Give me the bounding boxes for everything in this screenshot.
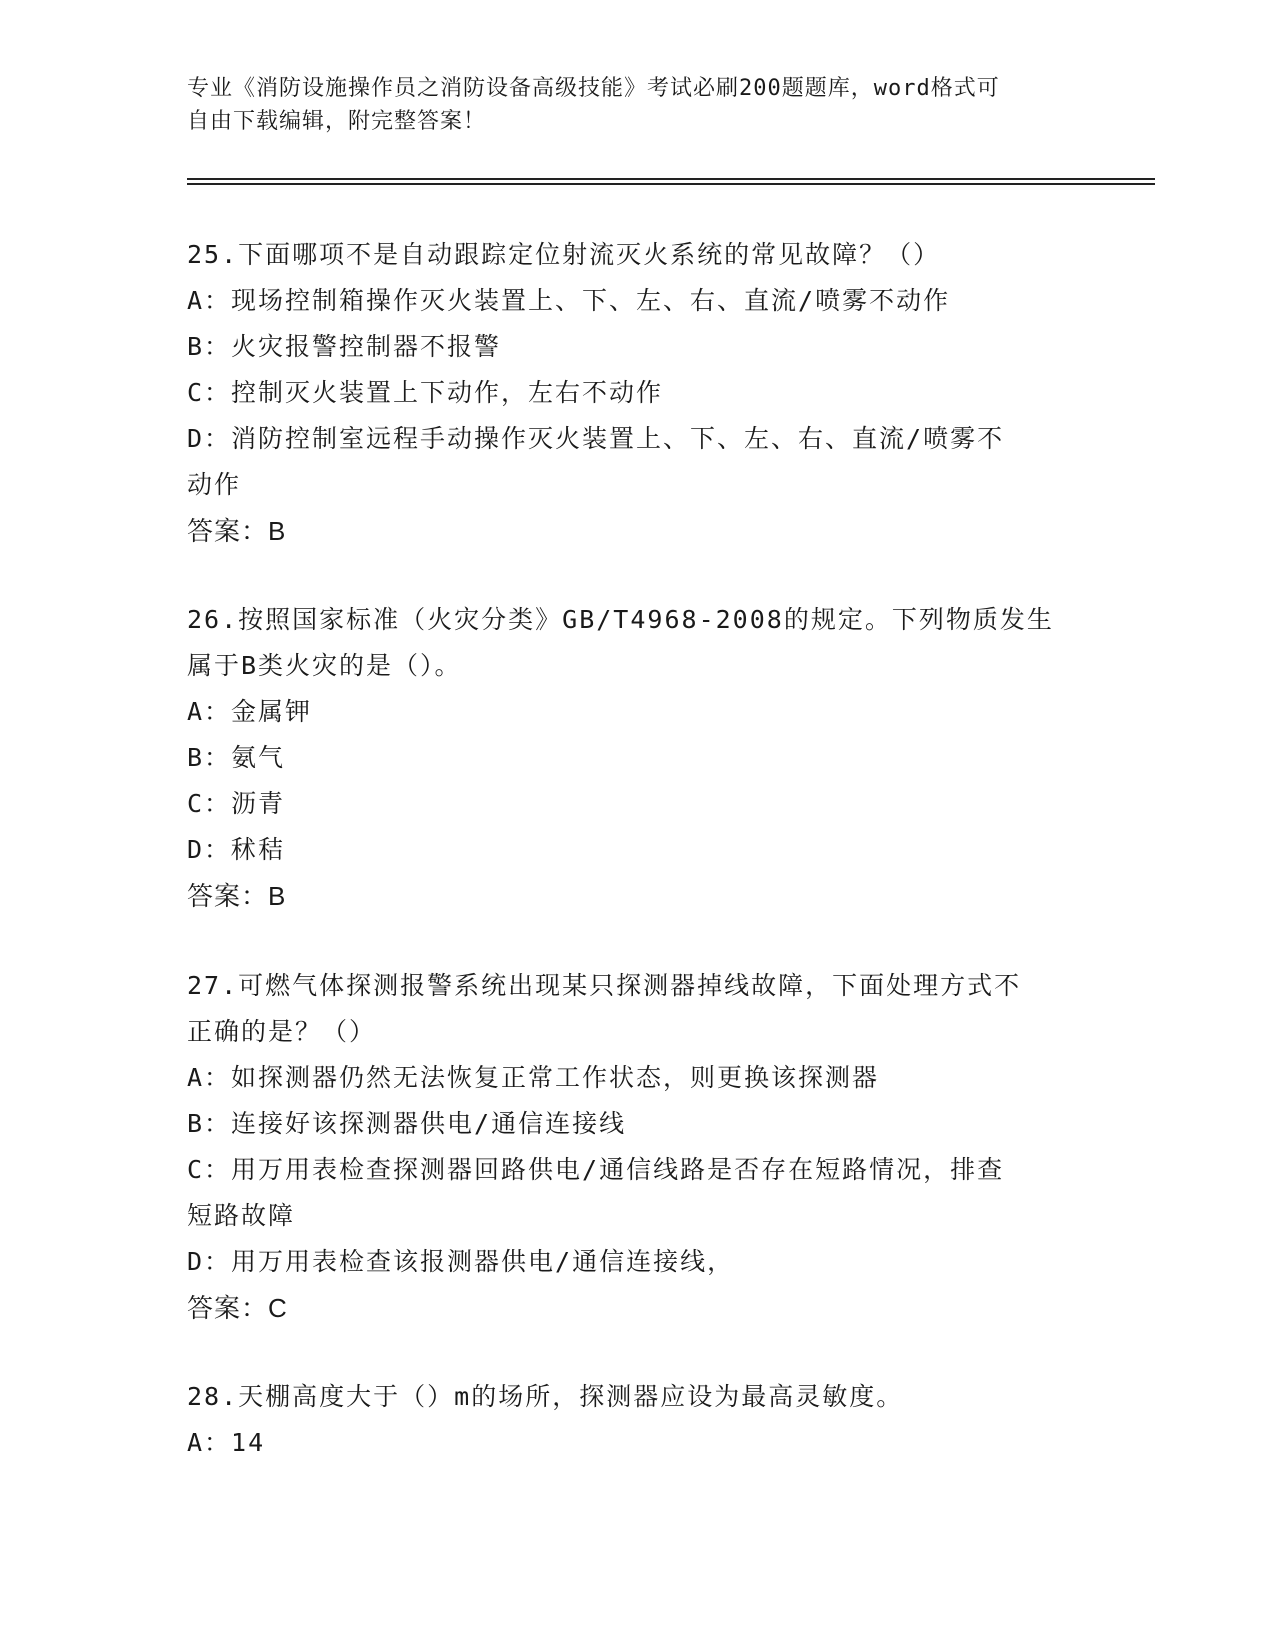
- question-stem: 28.天棚高度大于（）m的场所，探测器应设为最高灵敏度。: [187, 1382, 904, 1411]
- question-28: [187, 1374, 1087, 1466]
- header-line-1: 专业《消防设施操作员之消防设备高级技能》考试必刷200题题库，word格式可: [187, 76, 1000, 101]
- option-d: D：消防控制室远程手动操作灭火装置上、下、左、右、直流/喷雾不: [187, 424, 1005, 453]
- option-c: C：用万用表检查探测器回路供电/通信线路是否存在短路情况，排查: [187, 1155, 1005, 1184]
- option-c: C：沥青: [187, 789, 286, 818]
- option-d: D：秫秸: [187, 835, 286, 864]
- question-stem: 27.可燃气体探测报警系统出现某只探测器掉线故障，下面处理方式不: [187, 971, 1022, 1000]
- question-stem-continued: 属于B类火灾的是（）。: [187, 651, 462, 680]
- question-stem-continued: 正确的是？（）: [187, 1017, 377, 1046]
- option-b: B：氨气: [187, 743, 286, 772]
- option-c: C：控制灭火装置上下动作，左右不动作: [187, 378, 664, 407]
- header-line-2: 自由下载编辑，附完整答案！: [187, 109, 487, 134]
- answer: 答案：B: [187, 516, 287, 546]
- option-a: A：14: [187, 1428, 266, 1457]
- option-a: A：现场控制箱操作灭火装置上、下、左、右、直流/喷雾不动作: [187, 286, 951, 315]
- option-b: B：连接好该探测器供电/通信连接线: [187, 1109, 627, 1138]
- question-25: [187, 232, 1087, 554]
- question-26: [187, 597, 1087, 919]
- option-c-continued: 短路故障: [187, 1201, 296, 1230]
- option-d-continued: 动作: [187, 470, 242, 499]
- question-stem: 25.下面哪项不是自动跟踪定位射流灭火系统的常见故障？（）: [187, 240, 941, 269]
- option-b: B：火灾报警控制器不报警: [187, 332, 502, 361]
- document-header: [187, 72, 1067, 138]
- question-stem: 26.按照国家标准（火灾分类》GB/T4968-2008的规定。下列物质发生: [187, 605, 1054, 634]
- header-divider-bottom: [187, 183, 1155, 185]
- header-divider-top: [187, 178, 1155, 180]
- option-a: A：金属钾: [187, 697, 313, 726]
- option-a: A：如探测器仍然无法恢复正常工作状态，则更换该探测器: [187, 1063, 880, 1092]
- question-27: [187, 963, 1087, 1331]
- answer: 答案：B: [187, 881, 287, 911]
- option-d: D：用万用表检查该报测器供电/通信连接线，: [187, 1247, 735, 1276]
- answer: 答案：C: [187, 1293, 288, 1323]
